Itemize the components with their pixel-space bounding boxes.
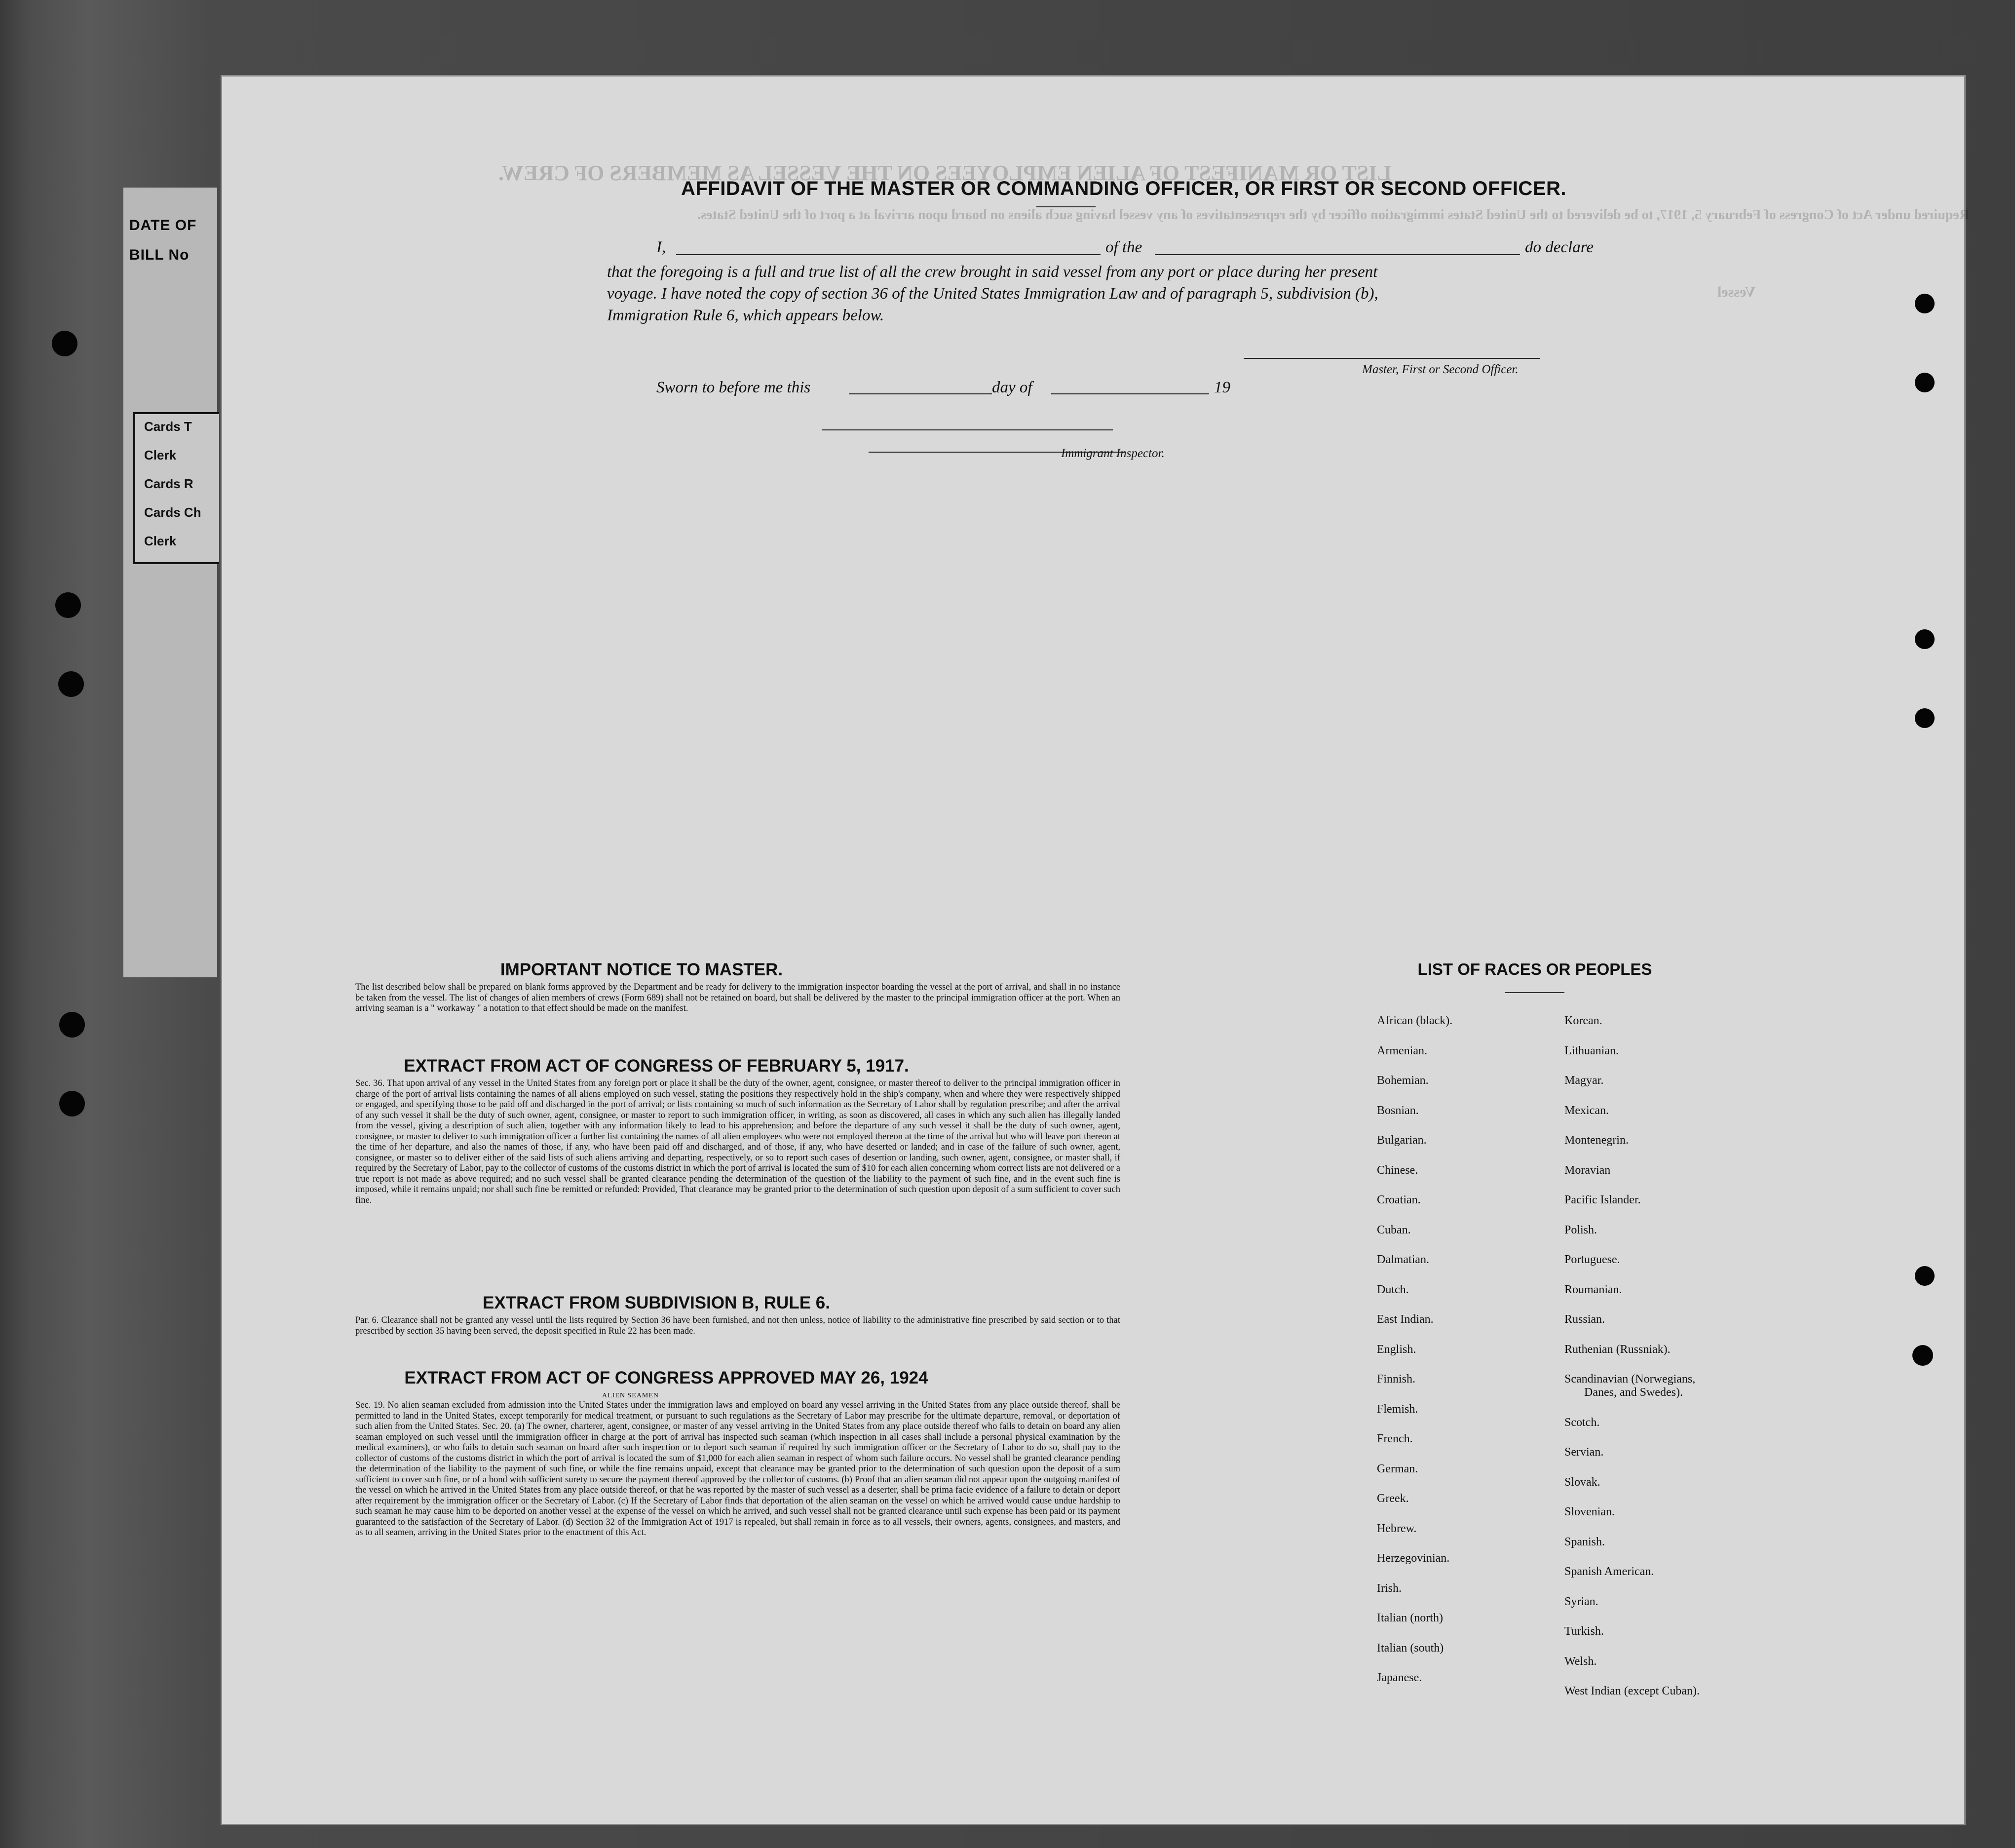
vessel-blank xyxy=(1155,254,1520,255)
race-item: Slovenian. xyxy=(1564,1505,1615,1519)
stamp-line: Clerk xyxy=(144,534,177,548)
affidavit-line-2: that the foregoing is a full and true list of all the crew brought in said vessel from any port or place during her present xyxy=(607,263,1378,281)
bleed-through-vessel: Vessel xyxy=(1717,284,1756,300)
day-of-label: day of xyxy=(992,379,1032,396)
race-item: Spanish. xyxy=(1564,1535,1605,1548)
punch-hole-icon xyxy=(1915,708,1935,728)
stamp-line: Cards T xyxy=(144,419,192,434)
race-item: Scandinavian (Norwegians, xyxy=(1564,1373,1696,1386)
race-item: Turkish. xyxy=(1564,1625,1604,1638)
affidavit-do-declare: do declare xyxy=(1525,238,1594,256)
races-title: LIST OF RACES OR PEOPLES xyxy=(1417,960,1652,978)
affidavit-title: AFFIDAVIT OF THE MASTER OR COMMANDING OFFICER, OR FIRST OR SECOND OFFICER. xyxy=(681,178,1566,199)
date-of-label: DATE OF xyxy=(129,217,197,233)
race-item: Slovak. xyxy=(1564,1475,1600,1489)
signature-blank xyxy=(1244,358,1540,359)
race-item: Italian (south) xyxy=(1377,1641,1444,1655)
race-item: Mexican. xyxy=(1564,1104,1609,1117)
races-title-rule xyxy=(1505,992,1564,993)
race-item: Polish. xyxy=(1564,1223,1597,1236)
punch-hole-icon xyxy=(1915,294,1935,313)
race-item: Irish. xyxy=(1377,1581,1402,1595)
punch-hole-icon xyxy=(1915,629,1935,649)
name-blank xyxy=(676,254,1101,255)
race-item: Bohemian. xyxy=(1377,1074,1429,1087)
bleed-through-heading: LIST OR MANIFEST OF ALIEN EMPLOYEES ON THE VESSEL AS MEMBERS OF CREW. xyxy=(498,161,1392,185)
extract-1917-title: EXTRACT FROM ACT OF CONGRESS OF FEBRUARY 5, 1917. xyxy=(404,1056,909,1076)
stamp-line: Clerk xyxy=(144,448,177,462)
race-item: Bulgarian. xyxy=(1377,1134,1427,1147)
race-item: Cuban. xyxy=(1377,1223,1411,1236)
underlying-card xyxy=(123,188,217,977)
stamp-line: Cards R xyxy=(144,476,193,491)
punch-hole-icon xyxy=(58,671,84,697)
bill-no-label: BILL No xyxy=(129,247,190,263)
race-item: Roumanian. xyxy=(1564,1283,1622,1296)
race-item: Bosnian. xyxy=(1377,1104,1419,1117)
race-item: Scotch. xyxy=(1564,1416,1600,1429)
year-label: 19 xyxy=(1214,379,1230,396)
extract-1924-body: Sec. 19. No alien seaman excluded from admission into the United States under the immigration laws and employed on board any vessel arriving in the United States from any place outside thereof, shall be permitted to land in the United States, except temporarily for medical treatment, or pursuant to such regulations as the Secretary of Labor may prescribe for the ultimate departure, removal, or deportation of such alien from the United States. Sec. 20. (a) The owner, charterer, agent, consignee, or master of any vessel arriving in the United States from any place outside thereof who fails to detain on board any alien seaman employed on such vessel until the immigration officer in charge at the port of arrival has inspected such seaman (which inspection in all cases shall include a personal physical examination by the medical examiners), or who fails to detain such seaman on board after such inspection or to deport such seaman if required by such immigration officer or the Secretary of Labor to do so, shall pay to the collector of customs of the customs district in which the port of arrival is located the sum of $1,000 for each alien seaman in respect of whom such failure occurs. No vessel shall be granted clearance pending the determination of the liability to the payment of such fine, or while the fine remains unpaid, except that clearance may be granted prior to the determination of such question upon the deposit of a sum sufficient to cover such fine, or of a bond with sufficient surety to secure the payment thereof approved by the collector of customs. (b) Proof that an alien seaman did not appear upon the outgoing manifest of the vessel on which he arrived in the United States from any place outside thereof, or that he was reported by the master of such vessel as a deserter, shall be prima facie evidence of a failure to detain or deport after requirement by the immigration officer or the Secretary of Labor. (c) If the Secretary of Labor finds that deportation of the alien seaman on the vessel on which he arrived would cause undue hardship to such seaman he may cause him to be deported on another vessel at the expense of the vessel on which he arrived, and such vessel shall not be granted clearance until such expense has been paid or its payment guaranteed to the satisfaction of the Secretary of Labor. (d) Section 32 of the Immigration Act of 1917 is repealed, but shall remain in force as to all vessels, their owners, agents, consignees, and masters, and as to all seamen, arriving in the United States prior to the enactment of this Act. xyxy=(355,1400,1120,1538)
race-item: Armenian. xyxy=(1377,1044,1427,1057)
manifest-page xyxy=(222,77,1969,1824)
punch-hole-icon xyxy=(52,331,77,356)
race-item: German. xyxy=(1377,1462,1418,1475)
race-item: Chinese. xyxy=(1377,1163,1418,1177)
race-item: English. xyxy=(1377,1343,1416,1356)
notice-title: IMPORTANT NOTICE TO MASTER. xyxy=(500,960,783,979)
race-item: West Indian (except Cuban). xyxy=(1564,1685,1700,1698)
punch-hole-icon xyxy=(55,592,81,618)
race-item: Danes, and Swedes). xyxy=(1584,1386,1683,1399)
race-item: Hebrew. xyxy=(1377,1522,1417,1535)
race-item: Italian (north) xyxy=(1377,1612,1443,1624)
punch-hole-icon xyxy=(1915,1266,1935,1286)
race-item: Servian. xyxy=(1564,1446,1604,1459)
race-item: Greek. xyxy=(1377,1492,1409,1505)
race-item: French. xyxy=(1377,1432,1413,1445)
inspector-label: Immigrant Inspector. xyxy=(1061,447,1165,460)
title-rule xyxy=(1036,206,1096,207)
race-item: Montenegrin. xyxy=(1564,1134,1629,1147)
extract-1924-title: EXTRACT FROM ACT OF CONGRESS APPROVED MAY 26, 1924 xyxy=(404,1368,928,1387)
race-item: Finnish. xyxy=(1377,1373,1416,1386)
race-item: Ruthenian (Russniak). xyxy=(1564,1343,1671,1356)
stamp-line: Cards Ch xyxy=(144,505,201,520)
affidavit-i: I, xyxy=(656,238,666,256)
sworn-label: Sworn to before me this xyxy=(656,379,811,396)
race-item: Welsh. xyxy=(1564,1655,1597,1668)
race-item: African (black). xyxy=(1377,1014,1453,1027)
punch-hole-icon xyxy=(1912,1345,1933,1366)
extract-1924-subtitle: ALIEN SEAMEN xyxy=(602,1392,659,1399)
signature-label: Master, First or Second Officer. xyxy=(1362,363,1519,376)
race-item: Syrian. xyxy=(1564,1595,1598,1608)
race-item: Moravian xyxy=(1564,1163,1611,1177)
inspector-blank-1 xyxy=(822,429,1113,430)
race-item: Dutch. xyxy=(1377,1283,1409,1296)
race-item: East Indian. xyxy=(1377,1313,1434,1326)
sworn-month-blank xyxy=(1051,393,1209,394)
race-item: Magyar. xyxy=(1564,1074,1604,1087)
sworn-day-blank xyxy=(849,393,992,394)
punch-hole-icon xyxy=(59,1091,85,1116)
race-item: Flemish. xyxy=(1377,1402,1418,1416)
clerk-stamp-box xyxy=(133,412,219,564)
subdivision-body: Par. 6. Clearance shall not be granted any vessel until the lists required by Section 36 have been furnished, and not then unless, notice of liability to the administrative fine prescribed by said section or to that prescribed by section 35 having been served, the deposit specified in Rule 22 has been made. xyxy=(355,1315,1120,1336)
race-item: Portuguese. xyxy=(1564,1253,1620,1266)
affidavit-line-3: voyage. I have noted the copy of section 36 of the United States Immigration Law and of paragraph 5, subdivision (b), xyxy=(607,285,1378,303)
notice-body: The list described below shall be prepared on blank forms approved by the Department and be ready for delivery to the immigration inspector boarding the vessel at the port of arrival, and shall in no instance be taken from the vessel. The list of changes of alien members of crews (Form 689) shall not be retained on board, but shall be delivered by the master to the principal immigration officer at the port. When an arriving seaman is a " workaway " a notation to that effect should be made on the manifest. xyxy=(355,982,1120,1013)
race-item: Japanese. xyxy=(1377,1671,1422,1684)
affidavit-line-4: Immigration Rule 6, which appears below. xyxy=(607,307,884,324)
extract-1917-body: Sec. 36. That upon arrival of any vessel in the United States from any foreign port or place it shall be the duty of the owner, agent, consignee, or master thereof to deliver to the principal immigration officer in charge of the port of arrival lists containing the names of all aliens employed on such vessel, stating the positions they respectively hold in the ship's company, when and where they were respectively shipped or engaged, and specifying those to be paid off and discharged in the port of arrival; or lists containing so much of such information as the Secretary of Labor shall by regulation prescribe; and after the arrival of any such vessel it shall be the duty of such owner, agent, consignee, or master to report to such immigration officer, in writing, as soon as discovered, all cases in which any such alien has illegally landed from the vessel, giving a description of such alien, together with any information likely to lead to his apprehension; and before the departure of any such vessel it shall be the duty of such owner, agent, consignee, or master to deliver to such immigration officer a further list containing the names of all alien employees who were not employed thereon at the time of the arrival but who will leave port thereon at the time of her departure, and also the names of those, if any, who have been paid off and discharged, and of those, if any, who have deserted or landed; and in case of the failure of such owner, agent, consignee, or master so to deliver either of the said lists of such aliens arriving and departing, respectively, or so to report such cases of desertion or landing, such owner, agent, consignee, or master shall, if required by the Secretary of Labor, pay to the collector of customs of the customs district in which the port of arrival is located the sum of $10 for each alien concerning whom correct lists are not delivered or a true report is not made as above required; and no such vessel shall be granted clearance pending the determination of the question of the liability to the payment of such fine, and in the event such fine is imposed, while it remains unpaid; nor shall such fine be remitted or refunded: Provided, That clearance may be granted prior to the determination of such question upon deposit of a sum sufficient to cover such fine. xyxy=(355,1078,1120,1205)
race-item: Russian. xyxy=(1564,1313,1605,1326)
race-item: Pacific Islander. xyxy=(1564,1194,1641,1206)
race-item: Spanish American. xyxy=(1564,1565,1654,1578)
bleed-through-subheading: Required under Act of Congress of February 5, 1917, to be delivered to the United States immigration officer by the representatives of any vessel having such aliens on board upon arrival at a port of the United States. xyxy=(697,207,1969,223)
race-item: Korean. xyxy=(1564,1014,1602,1027)
affidavit-of-the: of the xyxy=(1105,238,1142,256)
race-item: Herzegovinian. xyxy=(1377,1552,1450,1565)
race-item: Dalmatian. xyxy=(1377,1253,1429,1266)
punch-hole-icon xyxy=(59,1012,85,1038)
race-item: Lithuanian. xyxy=(1564,1044,1619,1057)
subdivision-title: EXTRACT FROM SUBDIVISION B, RULE 6. xyxy=(483,1293,830,1312)
race-item: Croatian. xyxy=(1377,1194,1421,1206)
punch-hole-icon xyxy=(1915,373,1935,392)
